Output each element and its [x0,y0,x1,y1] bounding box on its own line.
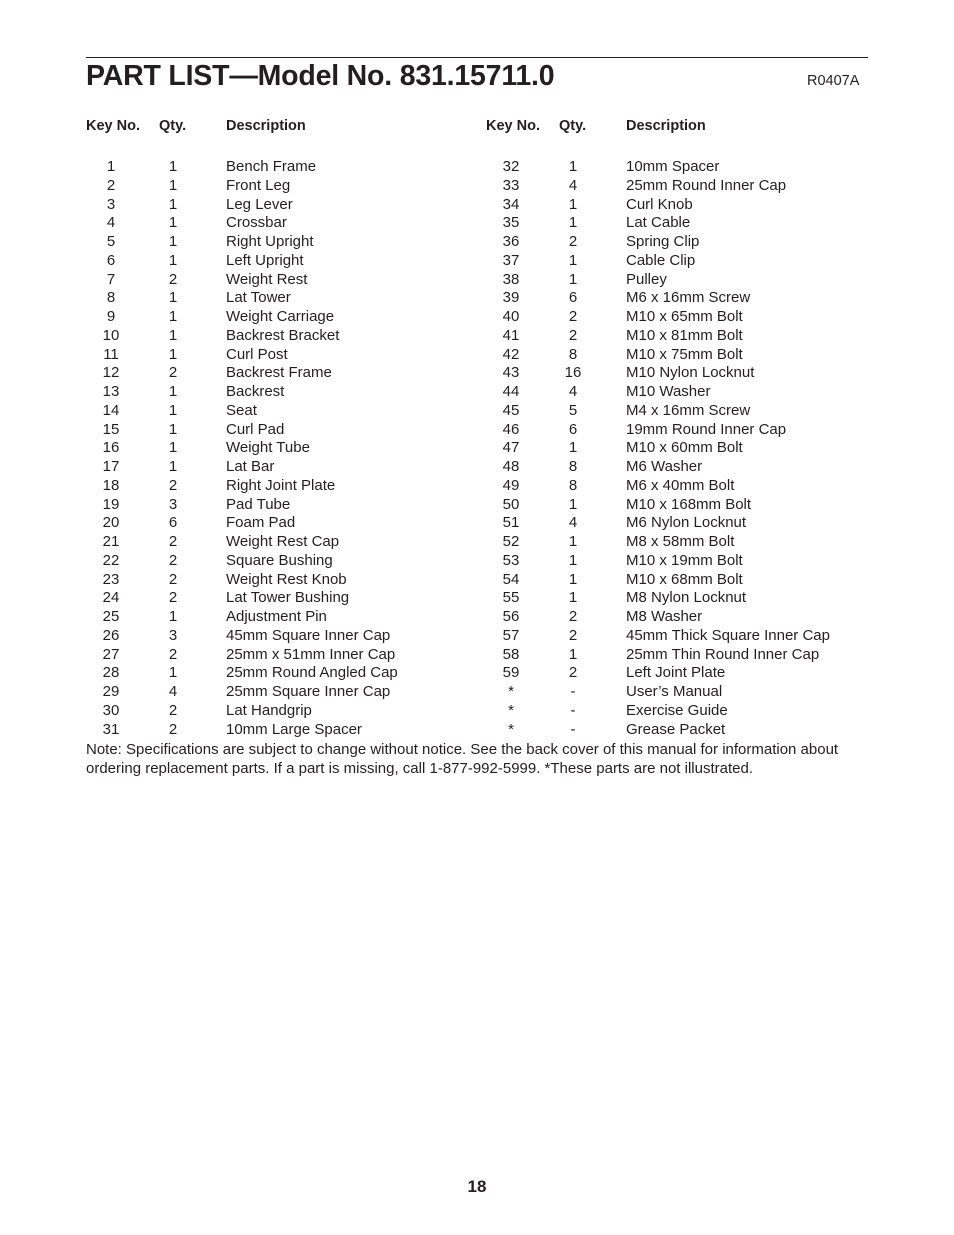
key-no-cell: 56 [502,608,520,625]
qty-cell: 2 [168,701,178,719]
qty-cell: 1 [168,439,178,457]
qty-cell: 1 [168,176,178,194]
document-code: R0407A [807,73,860,89]
description-cell: 25mm Thin Round Inner Cap [626,645,820,663]
key-no-cell: 1 [106,158,116,175]
qty-cell: 6 [568,289,578,307]
qty-cell: 16 [564,364,582,382]
description-cell: User’s Manual [626,683,723,700]
key-no-cell: 6 [106,251,116,269]
key-no-cell: 13 [102,383,120,400]
key-no-cell: * [508,701,514,719]
key-no-cell: 16 [102,439,120,457]
qty-cell: - [570,720,576,738]
description-cell: 25mm Square Inner Cap [226,683,391,700]
top-rule [86,57,868,58]
description-cell: M6 x 16mm Screw [626,289,751,307]
qty-cell: 8 [568,476,578,494]
key-no-cell: 47 [502,439,520,457]
description-cell: M8 x 58mm Bolt [626,533,735,550]
key-no-cell: 34 [502,195,520,213]
qty-cell: 1 [568,589,578,607]
key-no-cell: 54 [502,570,520,588]
key-no-cell: 42 [502,345,520,363]
description-cell: Weight Carriage [226,308,335,325]
qty-cell: 1 [568,570,578,588]
description-cell: M10 Nylon Locknut [626,364,755,382]
key-no-cell: 22 [102,551,120,569]
key-no-cell: 57 [502,626,520,644]
qty-cell: 2 [568,608,578,625]
key-no-cell: 48 [502,458,520,475]
qty-cell: 3 [168,495,178,513]
description-cell: M8 Nylon Locknut [626,589,747,607]
description-cell: Lat Tower Bushing [226,589,350,607]
key-no-cell: 51 [502,514,520,532]
qty-cell: 1 [168,401,178,419]
header-qty: Qty. [559,118,587,134]
qty-cell: 1 [168,345,178,363]
description-cell: Cable Clip [626,251,696,269]
qty-cell: 1 [168,664,178,682]
qty-cell: 8 [568,345,578,363]
key-no-cell: 10 [102,326,120,344]
qty-cell: 1 [168,251,178,269]
qty-cell: 1 [168,158,178,175]
key-no-cell: 26 [102,626,120,644]
header-key-no: Key No. [86,118,140,134]
qty-cell: 6 [568,420,578,438]
key-no-cell: 9 [106,308,116,325]
key-no-cell: 27 [102,645,120,663]
qty-cell: 2 [568,308,578,325]
description-cell: Right Upright [226,233,314,250]
description-cell: Pulley [626,270,667,288]
qty-cell: 2 [168,533,178,550]
description-cell: Bench Frame [226,158,317,175]
key-no-cell: 21 [102,533,120,550]
qty-cell: 1 [168,289,178,307]
qty-cell: 1 [568,439,578,457]
key-no-cell: * [508,683,514,700]
qty-cell: 4 [568,383,578,400]
page-number: 18 [467,1177,487,1196]
qty-cell: 1 [168,308,178,325]
description-cell: M6 Nylon Locknut [626,514,747,532]
key-no-cell: 52 [502,533,520,550]
description-cell: M10 x 19mm Bolt [626,551,743,569]
description-cell: Spring Clip [626,233,700,250]
qty-cell: 1 [568,270,578,288]
description-cell: 45mm Thick Square Inner Cap [626,626,830,644]
header-key-no: Key No. [486,118,540,134]
header-qty: Qty. [159,118,187,134]
key-no-cell: 33 [502,176,520,194]
key-no-cell: 7 [106,270,116,288]
description-cell: 25mm x 51mm Inner Cap [226,645,396,663]
qty-cell: 2 [568,326,578,344]
key-no-cell: 15 [102,420,120,438]
description-cell: 19mm Round Inner Cap [626,420,787,438]
qty-cell: 1 [568,158,578,175]
qty-cell: 1 [568,645,578,663]
key-no-cell: 49 [502,476,520,494]
key-no-cell: 43 [502,364,520,382]
key-no-cell: 20 [102,514,120,532]
description-cell: Weight Rest [226,270,308,288]
key-no-cell: 25 [102,608,120,625]
qty-cell: 2 [168,589,178,607]
key-no-cell: 5 [106,233,116,250]
key-no-cell: 45 [502,401,520,419]
page-title: PART LIST—Model No. 831.15711.0 [86,60,555,92]
qty-cell: 1 [568,251,578,269]
key-no-cell: 2 [106,176,116,194]
description-cell: 25mm Round Inner Cap [626,176,787,194]
description-cell: Crossbar [226,214,287,232]
description-cell: 25mm Round Angled Cap [226,664,398,682]
key-no-cell: 40 [502,308,520,325]
description-cell: Lat Bar [226,458,275,475]
key-no-cell: 41 [502,326,520,344]
description-cell: M10 x 60mm Bolt [626,439,743,457]
key-no-cell: 32 [502,158,520,175]
key-no-cell: 50 [502,495,520,513]
description-cell: Exercise Guide [626,701,728,719]
description-cell: Backrest Frame [226,364,332,382]
description-cell: Foam Pad [226,514,296,532]
description-cell: M10 Washer [626,383,711,400]
qty-cell: 2 [168,551,178,569]
description-cell: Curl Knob [626,195,693,213]
qty-cell: 1 [168,326,178,344]
qty-cell: 1 [568,533,578,550]
description-cell: 10mm Spacer [626,158,720,175]
qty-cell: 2 [568,626,578,644]
description-cell: M4 x 16mm Screw [626,401,751,419]
qty-cell: 1 [568,495,578,513]
key-no-cell: 38 [502,270,520,288]
description-cell: Pad Tube [226,495,291,513]
description-cell: Left Joint Plate [626,664,726,682]
description-cell: M10 x 75mm Bolt [626,345,743,363]
description-cell: Weight Tube [226,439,310,457]
qty-cell: 1 [168,608,178,625]
qty-cell: 2 [168,364,178,382]
key-no-cell: 23 [102,570,120,588]
description-cell: Square Bushing [226,551,333,569]
key-no-cell: 36 [502,233,520,250]
qty-cell: - [570,701,576,719]
footnote: Note: Specifications are subject to change without notice. See the back cover of this manual for information about ordering replacement parts. If a part is missing, call 1-877-992-5999. *These parts are not illustrated. [86,741,839,777]
description-cell: Adjustment Pin [226,608,327,625]
qty-cell: 1 [168,383,178,400]
description-cell: M8 Washer [626,608,703,625]
qty-cell: 1 [568,551,578,569]
description-cell: Curl Post [226,345,288,363]
key-no-cell: 39 [502,289,520,307]
description-cell: Lat Tower [226,289,291,307]
header-description: Description [226,118,306,134]
key-no-cell: 44 [502,383,520,400]
description-cell: Seat [226,401,257,419]
key-no-cell: 55 [502,589,520,607]
qty-cell: 1 [168,233,178,250]
description-cell: 10mm Large Spacer [226,720,362,738]
description-cell: Front Leg [226,176,291,194]
qty-cell: 3 [168,626,178,644]
key-no-cell: 46 [502,420,520,438]
qty-cell: 1 [568,214,578,232]
qty-cell: 1 [568,195,578,213]
key-no-cell: 37 [502,251,520,269]
key-no-cell: 12 [102,364,120,382]
key-no-cell: 19 [102,495,120,513]
qty-cell: 2 [568,233,578,250]
qty-cell: 6 [168,514,178,532]
qty-cell: 2 [168,476,178,494]
key-no-cell: 30 [102,701,120,719]
description-cell: Backrest Bracket [226,326,340,344]
qty-cell: 2 [168,720,178,738]
qty-cell: 1 [168,458,178,475]
qty-cell: 2 [168,270,178,288]
key-no-cell: 29 [102,683,120,700]
description-cell: Right Joint Plate [226,476,336,494]
description-cell: M10 x 65mm Bolt [626,308,743,325]
qty-cell: 2 [168,570,178,588]
key-no-cell: 4 [106,214,116,232]
key-no-cell: 58 [502,645,520,663]
key-no-cell: 35 [502,214,520,232]
description-cell: Lat Cable [626,214,691,232]
description-cell: Backrest [226,383,285,400]
key-no-cell: 59 [502,664,520,682]
key-no-cell: 14 [102,401,120,419]
qty-cell: 8 [568,458,578,475]
description-cell: M10 x 68mm Bolt [626,570,743,588]
key-no-cell: 17 [102,458,120,475]
description-cell: 45mm Square Inner Cap [226,626,391,644]
key-no-cell: 53 [502,551,520,569]
description-cell: Leg Lever [226,195,293,213]
qty-cell: - [570,683,576,700]
description-cell: M6 x 40mm Bolt [626,476,735,494]
description-cell: M10 x 168mm Bolt [626,495,752,513]
key-no-cell: 31 [102,720,120,738]
description-cell: Weight Rest Knob [226,570,347,588]
qty-cell: 2 [568,664,578,682]
qty-cell: 2 [168,645,178,663]
key-no-cell: 24 [102,589,120,607]
qty-cell: 5 [568,401,578,419]
qty-cell: 1 [168,195,178,213]
key-no-cell: 8 [106,289,116,307]
qty-cell: 1 [168,420,178,438]
key-no-cell: 28 [102,664,120,682]
key-no-cell: 3 [106,195,116,213]
description-cell: Curl Pad [226,420,285,438]
qty-cell: 1 [168,214,178,232]
description-cell: Left Upright [226,251,304,269]
key-no-cell: 18 [102,476,120,494]
qty-cell: 4 [168,683,178,700]
header-description: Description [626,118,706,134]
description-cell: Grease Packet [626,720,726,738]
description-cell: Weight Rest Cap [226,533,340,550]
key-no-cell: 11 [103,345,119,363]
key-no-cell: * [508,720,514,738]
qty-cell: 4 [568,176,578,194]
description-cell: M6 Washer [626,458,703,475]
description-cell: Lat Handgrip [226,701,312,719]
description-cell: M10 x 81mm Bolt [626,326,743,344]
qty-cell: 4 [568,514,578,532]
